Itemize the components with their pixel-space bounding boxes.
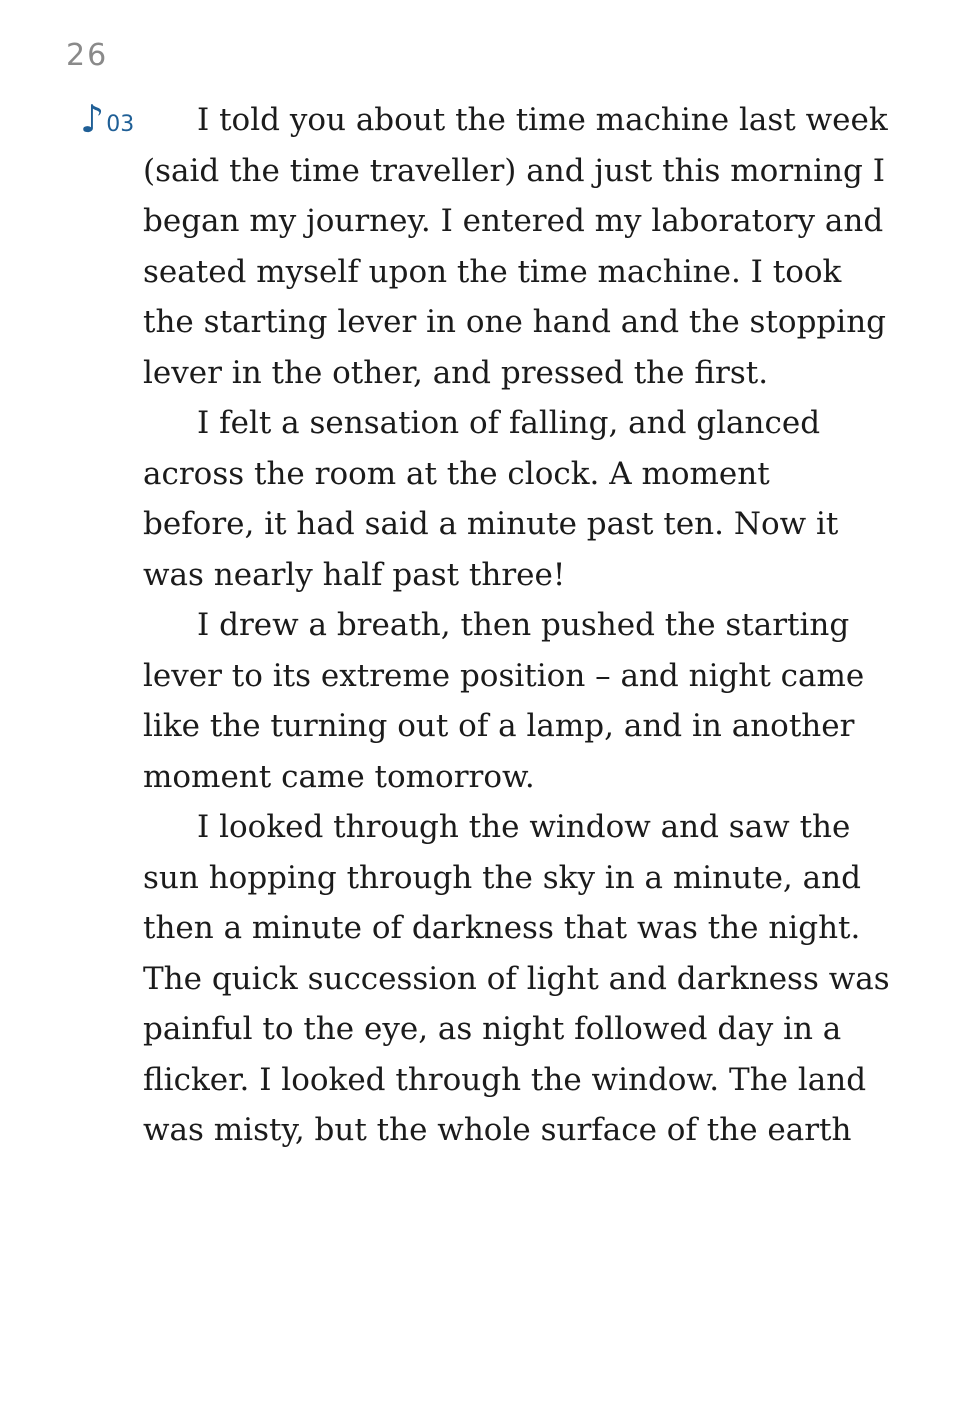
paragraph-4-line-5: painful to the eye, as night followed day in a [143,1011,842,1047]
paragraph-4-line-6: flicker. I looked through the window. The land [143,1061,867,1098]
paragraph-1-line-4: seated myself upon the time machine. I took [143,253,842,290]
paragraph-2-line-4: was nearly half past three! [143,556,566,593]
paragraph-1-line-3: began my journey. I entered my laboratory and [143,203,884,239]
paragraph-3-line-3: like the turning out of a lamp, and in another [143,708,855,744]
page-number: 26 [66,38,109,73]
paragraph-1-line-5: the starting lever in one hand and the stopping [143,304,887,340]
paragraph-2-line-3: before, it had said a minute past ten. Now it [143,506,839,542]
paragraph-4-line-7: was misty, but the whole surface of the earth [143,1112,852,1148]
paragraph-1-line-2: (said the time traveller) and just this morning I [143,152,885,189]
paragraph-3-line-4: moment came tomorrow. [143,758,535,795]
audio-track-marker[interactable] [80,97,135,141]
story-text [143,95,890,1156]
music-note-icon: ♪ [80,97,105,141]
paragraph-1-line-1: I told you about the time machine last week [197,102,888,138]
paragraph-4-line-4: The quick succession of light and darkness was [143,960,890,997]
paragraph-3-line-1: I drew a breath, then pushed the starting [197,607,850,643]
paragraph-4-line-3: then a minute of darkness that was the night. [143,910,861,946]
paragraph-2-line-2: across the room at the clock. A moment [143,455,770,492]
paragraph-4-line-1: I looked through the window and saw the [197,809,851,845]
paragraph-3-line-2: lever to its extreme position – and night came [143,657,865,694]
paragraph-1-line-6: lever in the other, and pressed the first. [143,354,769,391]
paragraph-2-line-1: I felt a sensation of falling, and glanced [197,405,821,441]
paragraph-4-line-2: sun hopping through the sky in a minute, and [143,859,861,896]
audio-track-number: 03 [106,112,135,137]
